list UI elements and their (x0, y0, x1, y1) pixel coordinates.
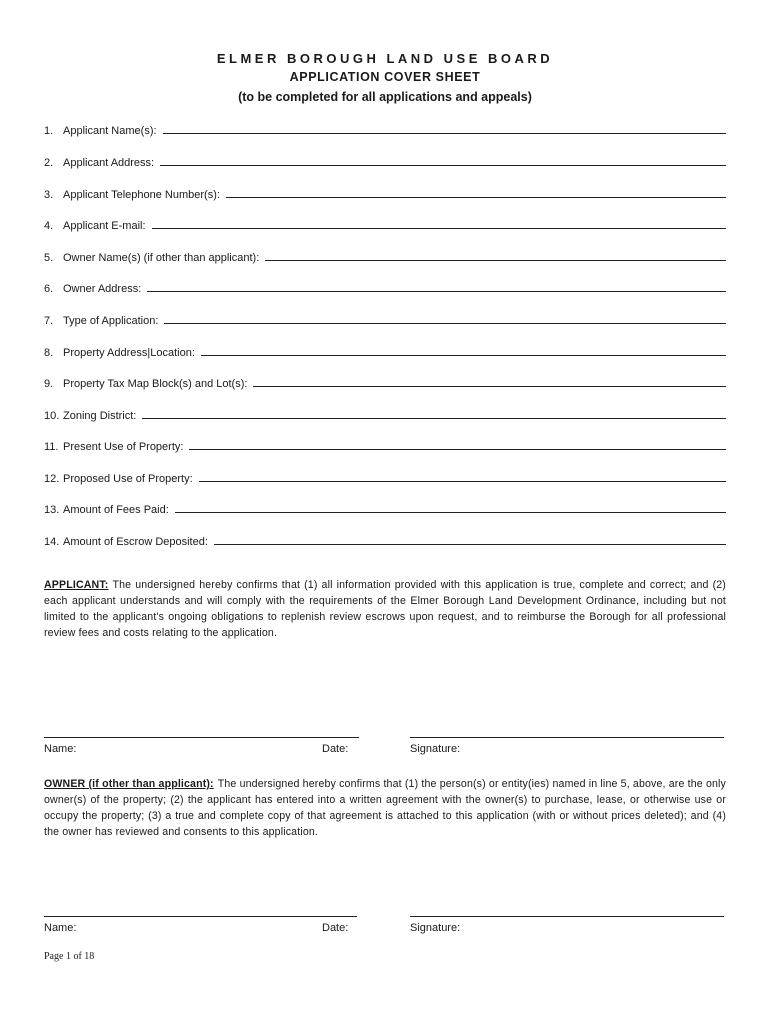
applicant-signature-label: Signature: (410, 743, 461, 755)
field-number: 2. (44, 157, 54, 169)
application-type-input-line[interactable] (164, 323, 726, 324)
owner-address-input-line[interactable] (147, 291, 726, 292)
field-proposed-use (44, 467, 726, 485)
field-label: Owner Name(s) (if other than applicant): (63, 252, 260, 264)
form-title: APPLICATION COVER SHEET (289, 70, 481, 84)
field-tax-map-block-lot (44, 372, 726, 390)
owner-name-date-line[interactable] (44, 916, 357, 917)
field-owner-address (44, 277, 726, 295)
field-applicant-email (44, 214, 726, 232)
field-number: 10. (44, 410, 60, 422)
owner-signature-line[interactable] (410, 916, 724, 917)
owner-certification (44, 776, 726, 840)
applicant-name-label: Name: (44, 743, 77, 755)
field-label: Present Use of Property: (63, 441, 184, 453)
field-number: 12. (44, 473, 60, 485)
field-applicant-name (44, 119, 726, 137)
property-address-input-line[interactable] (201, 355, 726, 356)
field-number: 13. (44, 504, 60, 516)
field-applicant-address (44, 151, 726, 169)
field-number: 4. (44, 220, 54, 232)
field-number: 11. (44, 441, 59, 453)
field-label: Applicant Name(s): (63, 125, 157, 137)
field-label: Type of Application: (63, 315, 159, 327)
field-number: 1. (44, 125, 54, 137)
field-number: 9. (44, 378, 54, 390)
applicant-telephone-input-line[interactable] (226, 197, 726, 198)
zoning-district-input-line[interactable] (142, 418, 726, 419)
field-label: Amount of Escrow Deposited: (63, 536, 208, 548)
applicant-signature-line[interactable] (410, 737, 724, 738)
field-number: 3. (44, 189, 54, 201)
owner-name-input-line[interactable] (265, 260, 726, 261)
owner-heading: OWNER (if other than applicant): (44, 778, 214, 790)
board-title: ELMER BOROUGH LAND USE BOARD (216, 51, 554, 66)
present-use-input-line[interactable] (189, 449, 726, 450)
field-label: Property Address|Location: (63, 347, 195, 359)
applicant-heading: APPLICANT: (44, 579, 109, 591)
owner-date-label: Date: (322, 922, 349, 934)
form-instruction: (to be completed for all applications and appeals) (238, 90, 532, 104)
field-number: 7. (44, 315, 54, 327)
field-fees-paid (44, 498, 726, 516)
field-escrow-deposited (44, 530, 726, 548)
fees-paid-input-line[interactable] (175, 512, 726, 513)
field-label: Amount of Fees Paid: (63, 504, 169, 516)
field-zoning-district (44, 404, 726, 422)
field-label: Applicant Telephone Number(s): (63, 189, 220, 201)
field-label: Owner Address: (63, 283, 142, 295)
applicant-statement: The undersigned hereby confirms that (1) all information provided with this application is true, complete and correct; and (2) each applicant understands and will comply with the requirements of the Elmer Borough Land Development Ordinance, including but not limited to the applicant's ongoing obligations to replenish review escrows upon request, and to reimburse the Borough for all professional review fees and costs relating to the application. (44, 579, 726, 639)
applicant-date-label: Date: (322, 743, 349, 755)
proposed-use-input-line[interactable] (199, 481, 726, 482)
field-label: Proposed Use of Property: (63, 473, 193, 485)
field-label: Zoning District: (63, 410, 137, 422)
applicant-email-input-line[interactable] (152, 228, 726, 229)
field-number: 6. (44, 283, 54, 295)
owner-signature-label: Signature: (410, 922, 461, 934)
escrow-deposited-input-line[interactable] (214, 544, 726, 545)
field-label: Applicant Address: (63, 157, 155, 169)
applicant-name-input-line[interactable] (163, 133, 726, 134)
owner-name-label: Name: (44, 922, 77, 934)
applicant-name-date-line[interactable] (44, 737, 359, 738)
tax-map-block-lot-input-line[interactable] (253, 386, 726, 387)
field-property-address (44, 341, 726, 359)
applicant-address-input-line[interactable] (160, 165, 726, 166)
field-number: 14. (44, 536, 60, 548)
owner-statement: The undersigned hereby confirms that (1) the person(s) or entity(ies) named in line 5, above, are the only owner(s) of the property; (2) the applicant has entered into a written agreement with the owner(s) to purchase, lease, or otherwise use or occupy the property; (3) a true and complete copy of that agreement is attached to this application (with or without prices deleted); and (4) the owner has reviewed and consents to this application. (44, 778, 726, 838)
field-application-type (44, 309, 726, 327)
field-present-use (44, 435, 726, 453)
field-label: Applicant E-mail: (63, 220, 146, 232)
field-applicant-telephone (44, 183, 726, 201)
field-number: 8. (44, 347, 54, 359)
applicant-certification (44, 577, 726, 641)
page-number: Page 1 of 18 (44, 951, 95, 962)
field-number: 5. (44, 252, 54, 264)
field-label: Property Tax Map Block(s) and Lot(s): (63, 378, 248, 390)
field-owner-name (44, 246, 726, 264)
